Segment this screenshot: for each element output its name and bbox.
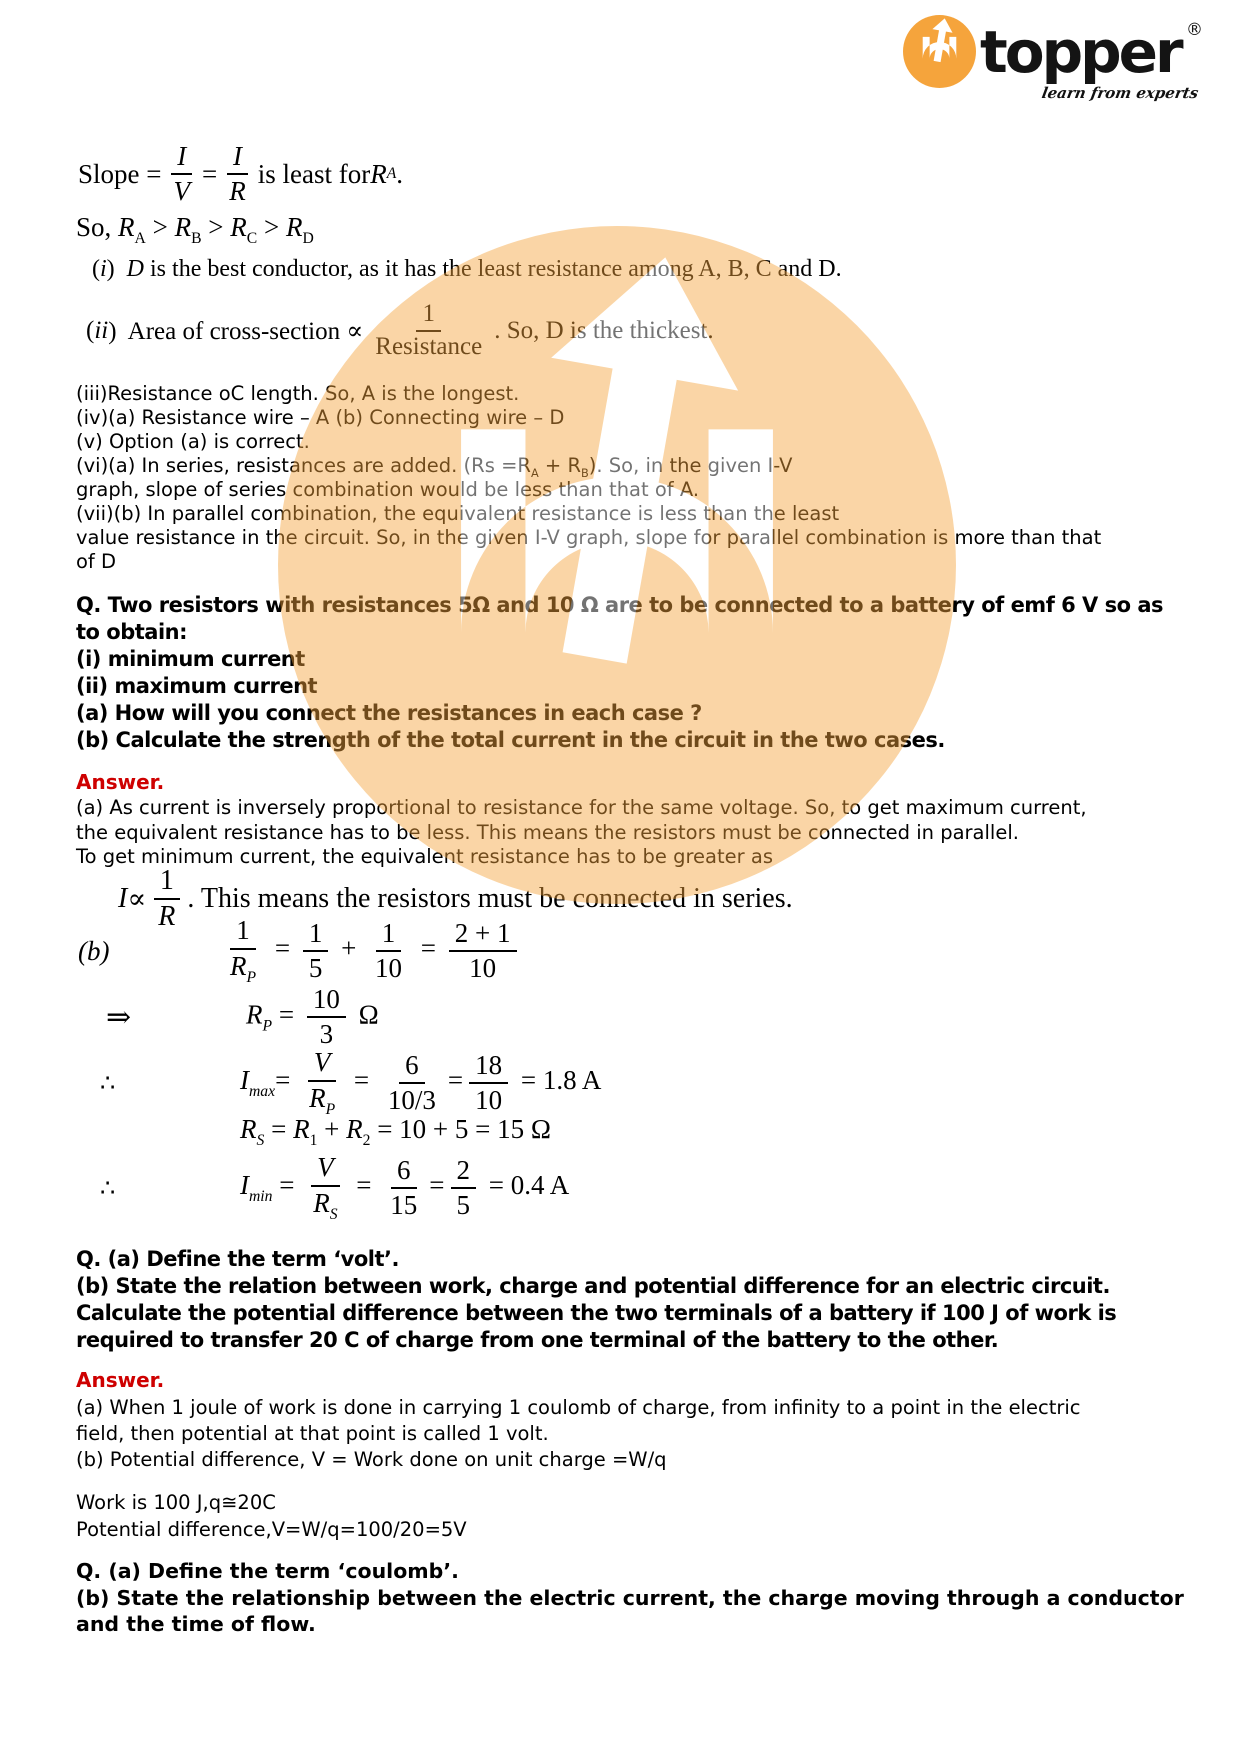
registered-trademark: ® bbox=[1186, 20, 1203, 40]
equation-content: $I_{min}$ = $\frac{V}{R_S}$ = $\frac{6}{15}$ = $\frac{2}{5}$ = 0.4 A bbox=[240, 1152, 570, 1223]
brand-tagline: learn from experts bbox=[1040, 84, 1200, 102]
question1-line: (b) Calculate the strength of the total current in the circuit in the two cases. bbox=[76, 728, 945, 752]
question1-line: (i) minimum current bbox=[76, 647, 305, 671]
slope-formula-line: Slope = $\frac{I}{V}$ = $\frac{I}{R}$ is least for R A . bbox=[78, 140, 404, 206]
question3-line: (b) State the relationship between the electric current, the charge moving through a conductor bbox=[76, 1585, 1184, 1610]
observation-vii: (vii)(b) In parallel combination, the equivalent resistance is less than the least bbox=[76, 502, 840, 525]
answer1-label: Answer. bbox=[76, 770, 165, 794]
answer2-line: (b) Potential difference, V = Work done on unit charge =W/q bbox=[76, 1448, 667, 1471]
potential-difference-line: Potential difference,V=W/q=100/20=5V bbox=[76, 1517, 467, 1541]
therefore-symbol: ∴ bbox=[100, 1070, 116, 1097]
question1-line: (ii) maximum current bbox=[76, 674, 318, 698]
question1-line: (a) How will you connect the resistances in each case ? bbox=[76, 701, 702, 725]
answer2-line: field, then potential at that point is called 1 volt. bbox=[76, 1422, 549, 1445]
question2-line: (b) State the relation between work, charge and potential difference for an electric circuit. bbox=[76, 1274, 1110, 1298]
answer2-body bbox=[76, 1395, 1081, 1473]
equation-content: $\frac{1}{R_P}$ = $\frac{1}{5}$ + $\frac{1}{10}$ = $\frac{2 + 1}{10}$ bbox=[218, 915, 523, 986]
therefore-symbol: ∴ bbox=[100, 1175, 116, 1202]
equation-row-rs bbox=[78, 1112, 551, 1152]
answer1-line: the equivalent resistance has to be less. This means the resistors must be connected in parallel. bbox=[76, 820, 1019, 844]
answer2-label: Answer. bbox=[76, 1368, 165, 1392]
equation-row-rp bbox=[78, 983, 379, 1049]
question2-line: Q. (a) Define the term ‘volt’. bbox=[76, 1247, 399, 1271]
observation-iii: (iii)Resistance oC length. So, A is the longest. bbox=[76, 382, 520, 405]
question2-line: Calculate the potential difference between the two terminals of a battery if 100 J of work is bbox=[76, 1301, 1117, 1325]
observation-v: (v) Option (a) is correct. bbox=[76, 430, 310, 453]
implies-symbol: ⇒ bbox=[106, 1000, 132, 1034]
topper-logo-icon bbox=[903, 15, 976, 88]
equation-content: $R_S = R_1 + R_2 = 10 + 5 = 15$ Ω bbox=[240, 1113, 551, 1150]
resistance-order-line: So, $R_A > R_B > R_C > R_D$ bbox=[76, 212, 314, 248]
observation-iv: (iv)(a) Resistance wire – A (b) Connecting wire – D bbox=[76, 406, 565, 429]
point-ii-line: ( ii ) Area of cross-section ∝ $\frac{1}{\text{Resistance}}$ . So, D is the thickest. bbox=[86, 300, 714, 360]
answer1-line: (a) As current is inversely proportional to resistance for the same voltage. So, to get maximum current, bbox=[76, 796, 1087, 819]
point-i-line: (i) D is the best conductor, as it has the least resistance among A, B, C and D. bbox=[92, 256, 842, 282]
work-value-line: Work is 100 J,q≅20C bbox=[76, 1491, 276, 1514]
question1-line: Q. Two resistors with resistances 5Ω and 10 Ω are to be connected to a battery of emf 6 V so as bbox=[76, 593, 1164, 617]
question3-line: and the time of flow. bbox=[76, 1612, 316, 1636]
answer1-line: To get minimum current, the equivalent resistance has to be greater as bbox=[76, 845, 773, 868]
question1-block bbox=[76, 592, 1163, 754]
observation-vi: (vi)(a) In series, resistances are added. $(Rs =R_A + R_B)$. So, in the given I-V bbox=[76, 454, 793, 481]
equation-content: $R_P$ = $\frac{10}{3}$ Ω bbox=[246, 983, 379, 1049]
question3-line: Q. (a) Define the term ‘coulomb’. bbox=[76, 1559, 459, 1583]
question3-block bbox=[76, 1558, 1184, 1638]
equation-row-parallel bbox=[78, 916, 523, 986]
observation-vii-cont2: of D bbox=[76, 550, 117, 573]
equation-marker: (b) bbox=[78, 935, 110, 966]
equation-content: $I_{max}=$ $\frac{V}{R_P}$ = $\frac{6}{10/3}$ = $\frac{18}{10}$ = 1.8 A bbox=[240, 1047, 602, 1118]
answer2-line: (a) When 1 joule of work is done in carrying 1 coulomb of charge, from infinity to a point in the electric bbox=[76, 1396, 1081, 1419]
series-conclusion-line: I ∝ $\frac{1}{R}$ . This means the resistors must be connected in series. bbox=[118, 864, 793, 932]
answer2-calculation bbox=[76, 1490, 467, 1543]
question1-line: to obtain: bbox=[76, 620, 187, 644]
answer1-body bbox=[76, 796, 1087, 870]
observation-vi-cont: graph, slope of series combination would be less than that of A. bbox=[76, 478, 700, 501]
question2-block bbox=[76, 1246, 1116, 1354]
brand-name: topper bbox=[980, 18, 1181, 86]
equation-row-imin bbox=[78, 1152, 569, 1224]
equation-row-imax bbox=[78, 1048, 601, 1118]
question2-line: required to transfer 20 C of charge from one terminal of the battery to the other. bbox=[76, 1328, 999, 1352]
observation-vii-cont: value resistance in the circuit. So, in the given I-V graph, slope for parallel combination is more than that bbox=[76, 526, 1102, 549]
